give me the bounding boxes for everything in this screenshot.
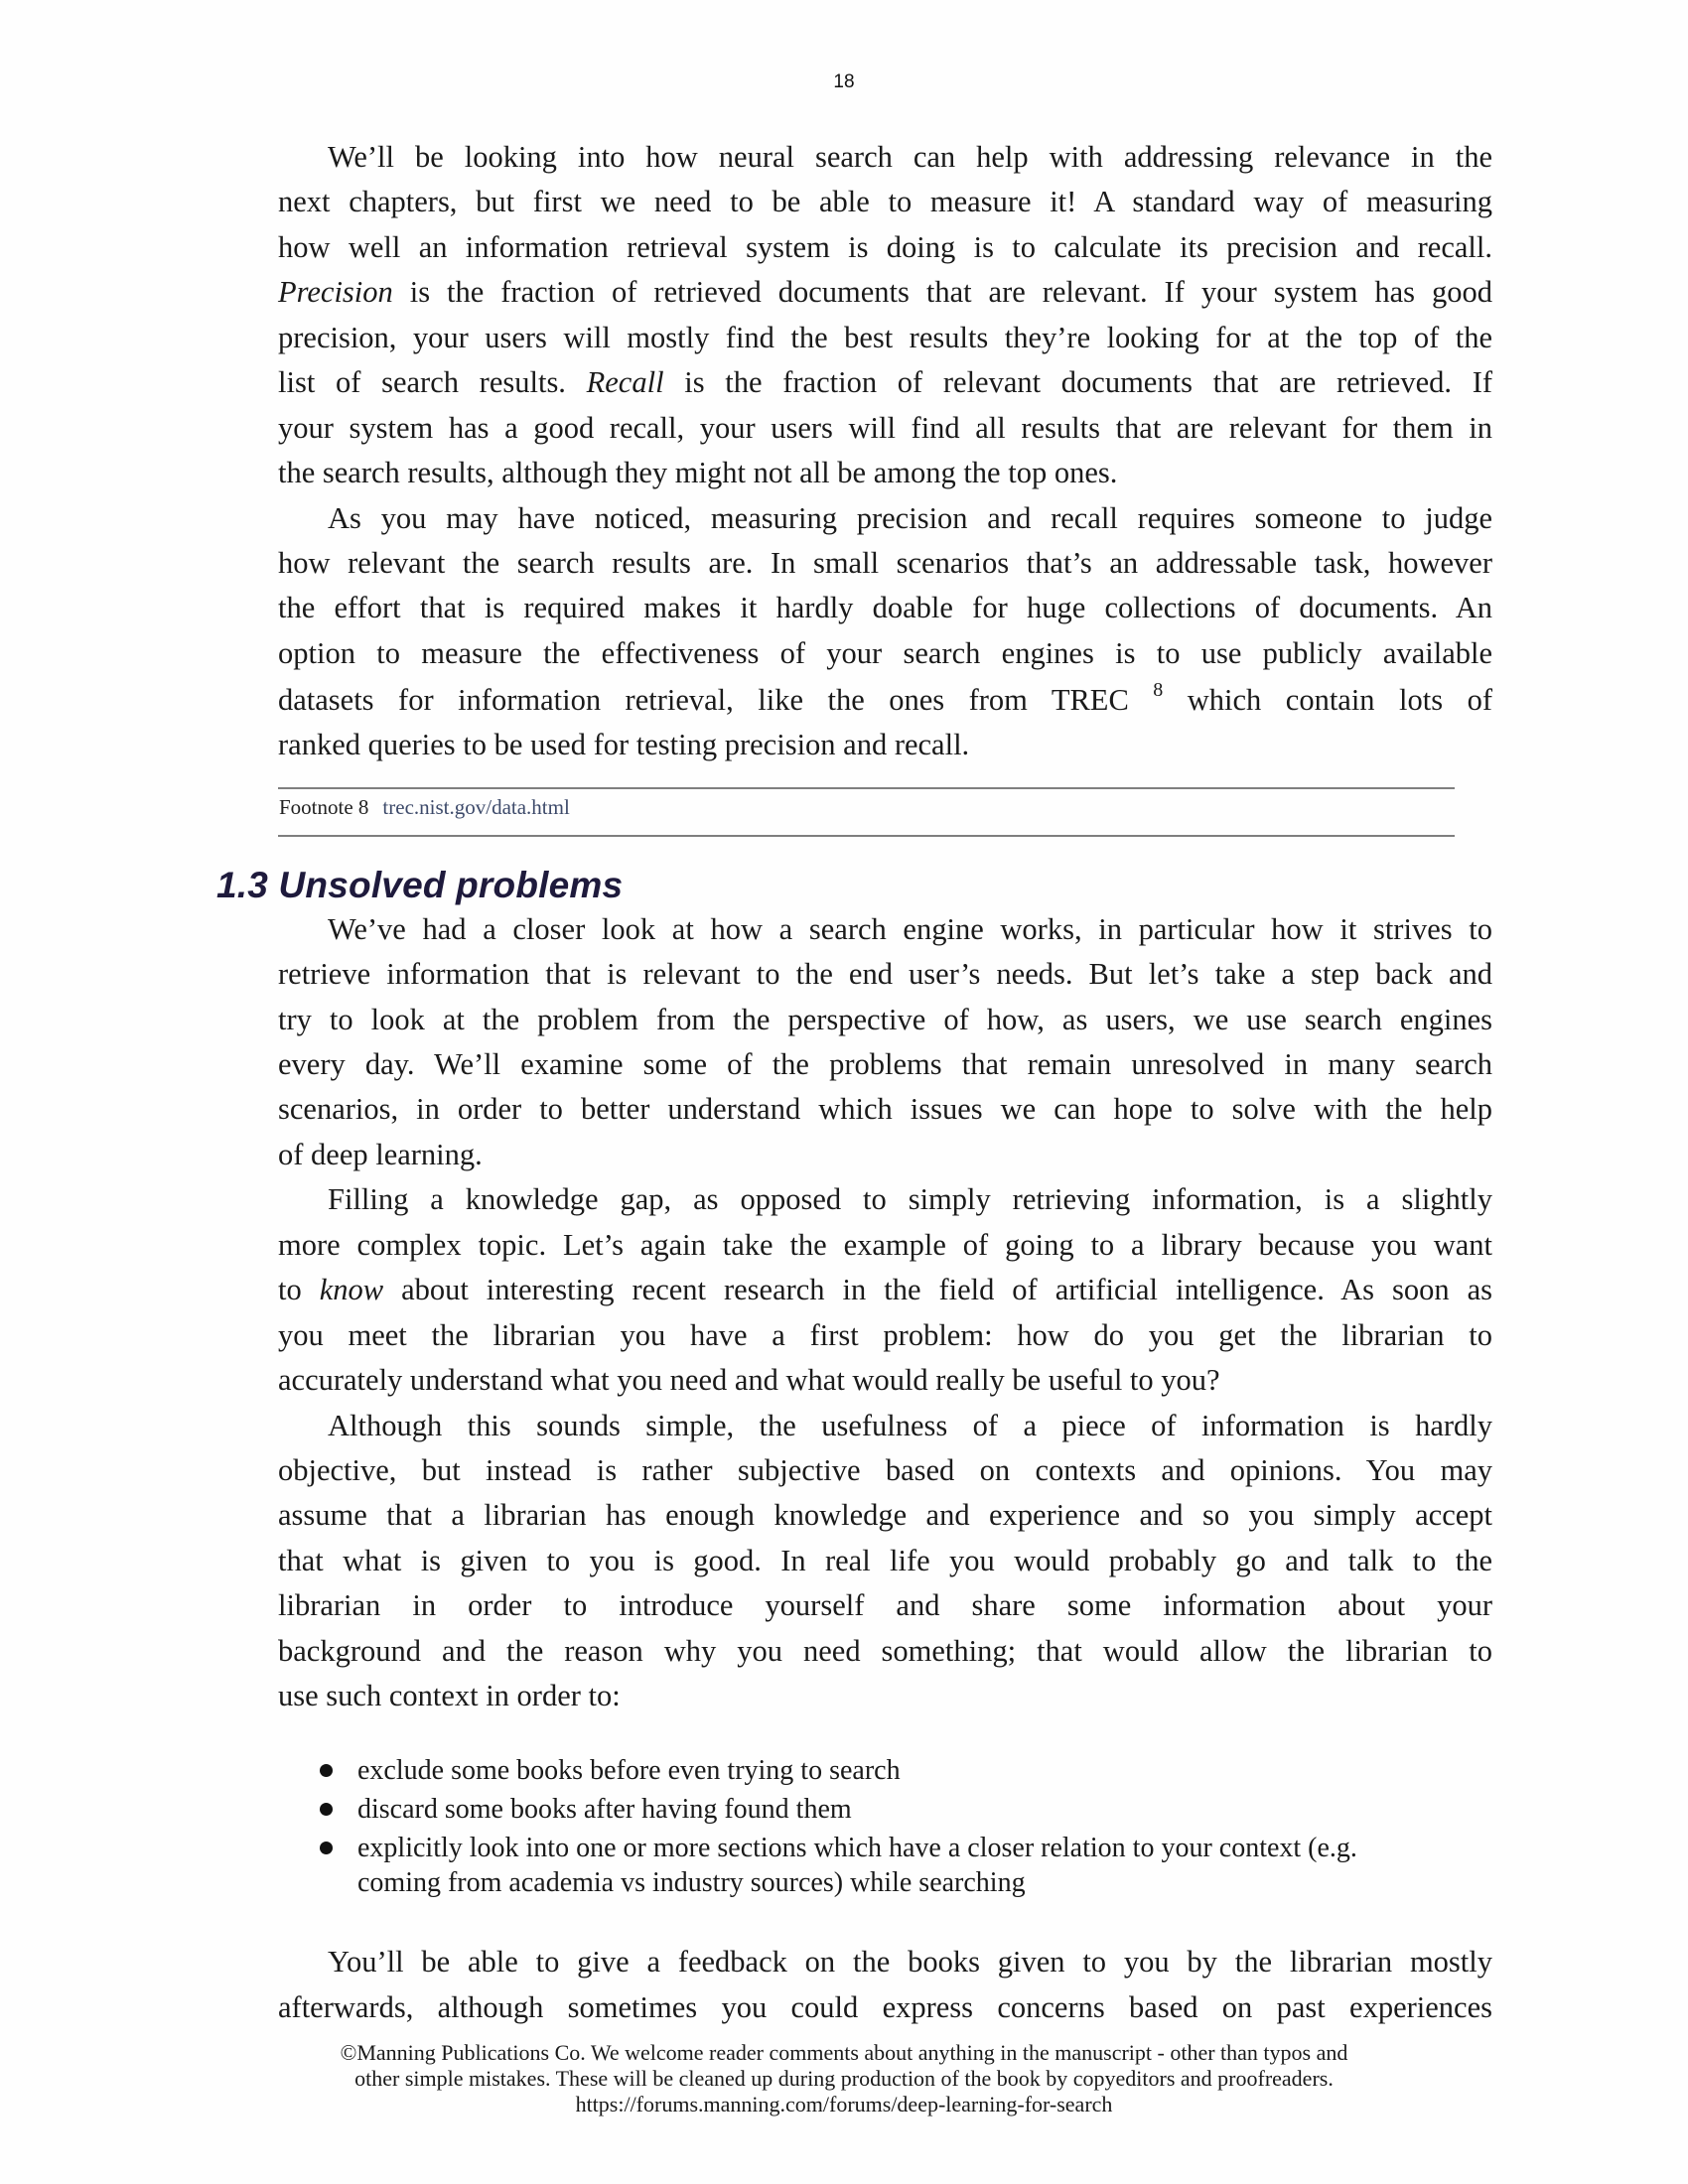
text-line: of deep learning. <box>278 1138 483 1171</box>
text-line: how relevant the search results are. In small scenarios that’s an addressable task, however <box>278 546 1492 580</box>
list-item: exclude some books before even trying to search <box>357 1755 901 1786</box>
text-line: You’ll be able to give a feedback on the books given to you by the librarian mostly <box>328 1945 1492 1979</box>
footnote-rule-top <box>278 787 1455 789</box>
text-line: every day. We’ll examine some of the problems that remain unresolved in many search <box>278 1047 1492 1081</box>
term-know: know <box>319 1273 384 1306</box>
text-line: precision, your users will mostly find the best results they’re looking for at the top of the <box>278 321 1492 354</box>
text-span: is the fraction of retrieved documents that are relevant. If your system has good <box>392 275 1492 309</box>
footnote-link[interactable]: trec.nist.gov/data.html <box>382 795 570 819</box>
footnote-rule-bottom <box>278 835 1455 837</box>
copyright-line: ©Manning Publications Co. We welcome reader comments about anything in the manuscript - other than typos and <box>340 2040 1348 2065</box>
bullet-icon <box>320 1803 333 1816</box>
page-number: 18 <box>833 71 855 92</box>
term-recall: Recall <box>586 365 664 399</box>
copyright-line: other simple mistakes. These will be cleaned up during production of the book by copyeditors and proofreaders. <box>354 2066 1334 2091</box>
text-line: how well an information retrieval system is doing is to calculate its precision and recall. <box>278 230 1492 264</box>
text-line: As you may have noticed, measuring precision and recall requires someone to judge <box>328 501 1492 535</box>
text-line: try to look at the problem from the perspective of how, as users, we use search engines <box>278 1003 1492 1036</box>
text-line: the search results, although they might not all be among the top ones. <box>278 456 1118 489</box>
list-item: explicitly look into one or more sections which have a closer relation to your context (e.g. <box>357 1833 1357 1863</box>
text-span: is the fraction of relevant documents that are retrieved. If <box>663 365 1493 399</box>
text-line: ranked queries to be used for testing precision and recall. <box>278 728 970 761</box>
text-line: We’ll be looking into how neural search can help with addressing relevance in the <box>328 140 1492 174</box>
text-line: Although this sounds simple, the usefulness of a piece of information is hardly <box>328 1409 1492 1442</box>
text-line <box>278 678 1492 722</box>
footnote <box>279 791 570 823</box>
text-line: that what is given to you is good. In real life you would probably go and talk to the <box>278 1544 1492 1577</box>
text-line: you meet the librarian you have a first problem: how do you get the librarian to <box>278 1318 1492 1352</box>
text-line: We’ve had a closer look at how a search engine works, in particular how it strives to <box>328 912 1492 946</box>
text-line: background and the reason why you need something; that would allow the librarian to <box>278 1634 1492 1668</box>
bullet-icon <box>320 1842 333 1854</box>
text-line: Filling a knowledge gap, as opposed to simply retrieving information, is a slightly <box>328 1182 1492 1216</box>
text-span: to <box>278 1273 320 1306</box>
text-line: use such context in order to: <box>278 1679 621 1712</box>
text-line: next chapters, but first we need to be able to measure it! A standard way of measuring <box>278 185 1492 218</box>
text-line: scenarios, in order to better understand which issues we can hope to solve with the help <box>278 1092 1492 1126</box>
text-line: your system has a good recall, your users will find all results that are relevant for them in <box>278 411 1492 445</box>
text-line: librarian in order to introduce yourself and share some information about your <box>278 1588 1492 1622</box>
text-line <box>278 270 1492 314</box>
text-span: which contain lots of <box>1163 683 1492 717</box>
text-line: option to measure the effectiveness of your search engines is to use publicly available <box>278 636 1492 670</box>
list-item: discard some books after having found them <box>357 1794 852 1825</box>
footnote-label: Footnote 8 <box>279 795 369 819</box>
text-line: retrieve information that is relevant to the end user’s needs. But let’s take a step back and <box>278 957 1492 991</box>
text-span: list of search results. <box>278 365 587 399</box>
text-line: afterwards, although sometimes you could express concerns based on past experiences <box>278 1990 1492 2024</box>
term-precision: Precision <box>278 275 393 309</box>
text-line <box>278 1268 1492 1311</box>
forum-link[interactable]: https://forums.manning.com/forums/deep-learning-for-search <box>575 2092 1113 2116</box>
bullet-icon <box>320 1764 333 1777</box>
text-line: accurately understand what you need and what would really be useful to you? <box>278 1363 1220 1397</box>
footnote-ref[interactable]: 8 <box>1153 679 1164 701</box>
text-line: more complex topic. Let’s again take the example of going to a library because you want <box>278 1228 1492 1262</box>
list-item-continuation: coming from academia vs industry sources) while searching <box>357 1867 1026 1898</box>
text-line <box>278 360 1492 404</box>
text-span: datasets for information retrieval, like the ones from TREC <box>278 683 1154 717</box>
text-line: objective, but instead is rather subjective based on contexts and opinions. You may <box>278 1453 1492 1487</box>
text-span: about interesting recent research in the field of artificial intelligence. As soon as <box>383 1273 1492 1306</box>
section-heading: 1.3 Unsolved problems <box>216 865 624 905</box>
text-line: the effort that is required makes it hardly doable for huge collections of documents. An <box>278 591 1492 624</box>
text-line: assume that a librarian has enough knowledge and experience and so you simply accept <box>278 1498 1492 1532</box>
